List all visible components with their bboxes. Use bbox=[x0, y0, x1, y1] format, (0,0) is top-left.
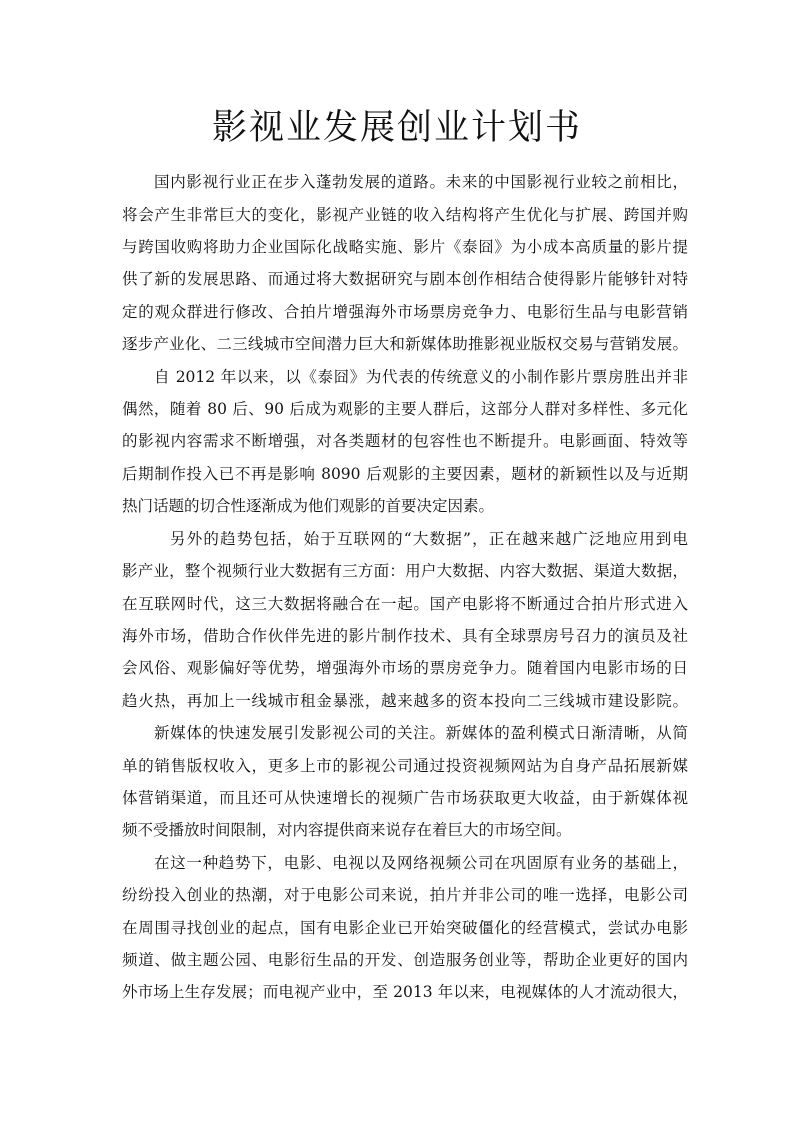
paragraph-line: 热门话题的切合性逐渐成为他们观影的首要决定因素。 bbox=[122, 497, 495, 515]
paragraph-line: 海外市场，借助合作伙伴先进的影片制作技术、具有全球票房号召力的演员及社 bbox=[122, 627, 688, 645]
paragraph-line: 纷纷投入创业的热潮，对于电影公司来说，拍片并非公司的唯一选择，电影公司 bbox=[122, 886, 688, 904]
paragraph-line: 定的观众群进行修改、合拍片增强海外市场票房竞争力、电影衍生品与电影营销 bbox=[122, 303, 688, 321]
paragraph-line: 在周围寻找创业的起点，国有电影企业已开始突破僵化的经营模式，尝试办电影 bbox=[122, 919, 688, 937]
paragraph-line: 在互联网时代，这三大数据将融合在一起。国产电影将不断通过合拍片形式进入 bbox=[122, 595, 688, 613]
paragraph-line: 影产业，整个视频行业大数据有三方面：用户大数据、内容大数据、渠道大数据， bbox=[122, 562, 688, 580]
paragraph-line: 新媒体的快速发展引发影视公司的关注。新媒体的盈利模式日渐清晰，从简 bbox=[154, 724, 688, 742]
paragraph-line: 与跨国收购将助力企业国际化战略实施、影片《泰囧》为小成本高质量的影片提 bbox=[122, 238, 688, 256]
paragraph-line: 外市场上生存发展；而电视产业中，至 2013 年以来，电视媒体的人才流动很大， bbox=[122, 983, 688, 1001]
paragraph-line: 自 2012 年以来，以《泰囧》为代表的传统意义的小制作影片票房胜出并非 bbox=[154, 368, 688, 386]
paragraph-line: 单的销售版权收入，更多上市的影视公司通过投资视频网站为自身产品拓展新媒 bbox=[122, 757, 688, 775]
paragraph-line: 供了新的发展思路、而通过将大数据研究与剧本创作相结合使得影片能够针对特 bbox=[122, 270, 688, 288]
paragraph-line: 在这一种趋势下，电影、电视以及网络视频公司在巩固原有业务的基础上， bbox=[154, 854, 688, 872]
paragraph-line: 会风俗、观影偏好等优势，增强海外市场的票房竞争力。随着国内电影市场的日 bbox=[122, 659, 688, 677]
paragraph-line: 频不受播放时间限制，对内容提供商来说存在着巨大的市场空间。 bbox=[122, 821, 572, 839]
paragraph-line: 偶然，随着 80 后、90 后成为观影的主要人群后，这部分人群对多样性、多元化 bbox=[122, 400, 688, 418]
paragraph-line: 国内影视行业正在步入蓬勃发展的道路。未来的中国影视行业较之前相比， bbox=[154, 173, 688, 191]
paragraph-line: 另外的趋势包括，始于互联网的“大数据”，正在越来越广泛地应用到电 bbox=[170, 530, 688, 548]
paragraph-line: 后期制作投入已不再是影响 8090 后观影的主要因素，题材的新颖性以及与近期 bbox=[122, 465, 688, 483]
document-title: 影视业发展创业计划书 bbox=[211, 108, 582, 148]
paragraph-line: 逐步产业化、二三线城市空间潜力巨大和新媒体助推影视业版权交易与营销发展。 bbox=[122, 335, 688, 353]
paragraph-line: 趋火热，再加上一线城市租金暴涨，越来越多的资本投向二三线城市建设影院。 bbox=[122, 692, 688, 710]
paragraph-line: 频道、做主题公园、电影衍生品的开发、创造服务创业等，帮助企业更好的国内 bbox=[122, 951, 688, 969]
paragraph-line: 将会产生非常巨大的变化，影视产业链的收入结构将产生优化与扩展、跨国并购 bbox=[122, 206, 688, 224]
paragraph-line: 体营销渠道，而且还可从快速增长的视频广告市场获取更大收益，由于新媒体视 bbox=[122, 789, 688, 807]
paragraph-line: 的影视内容需求不断增强，对各类题材的包容性也不断提升。电影画面、特效等 bbox=[122, 432, 688, 450]
